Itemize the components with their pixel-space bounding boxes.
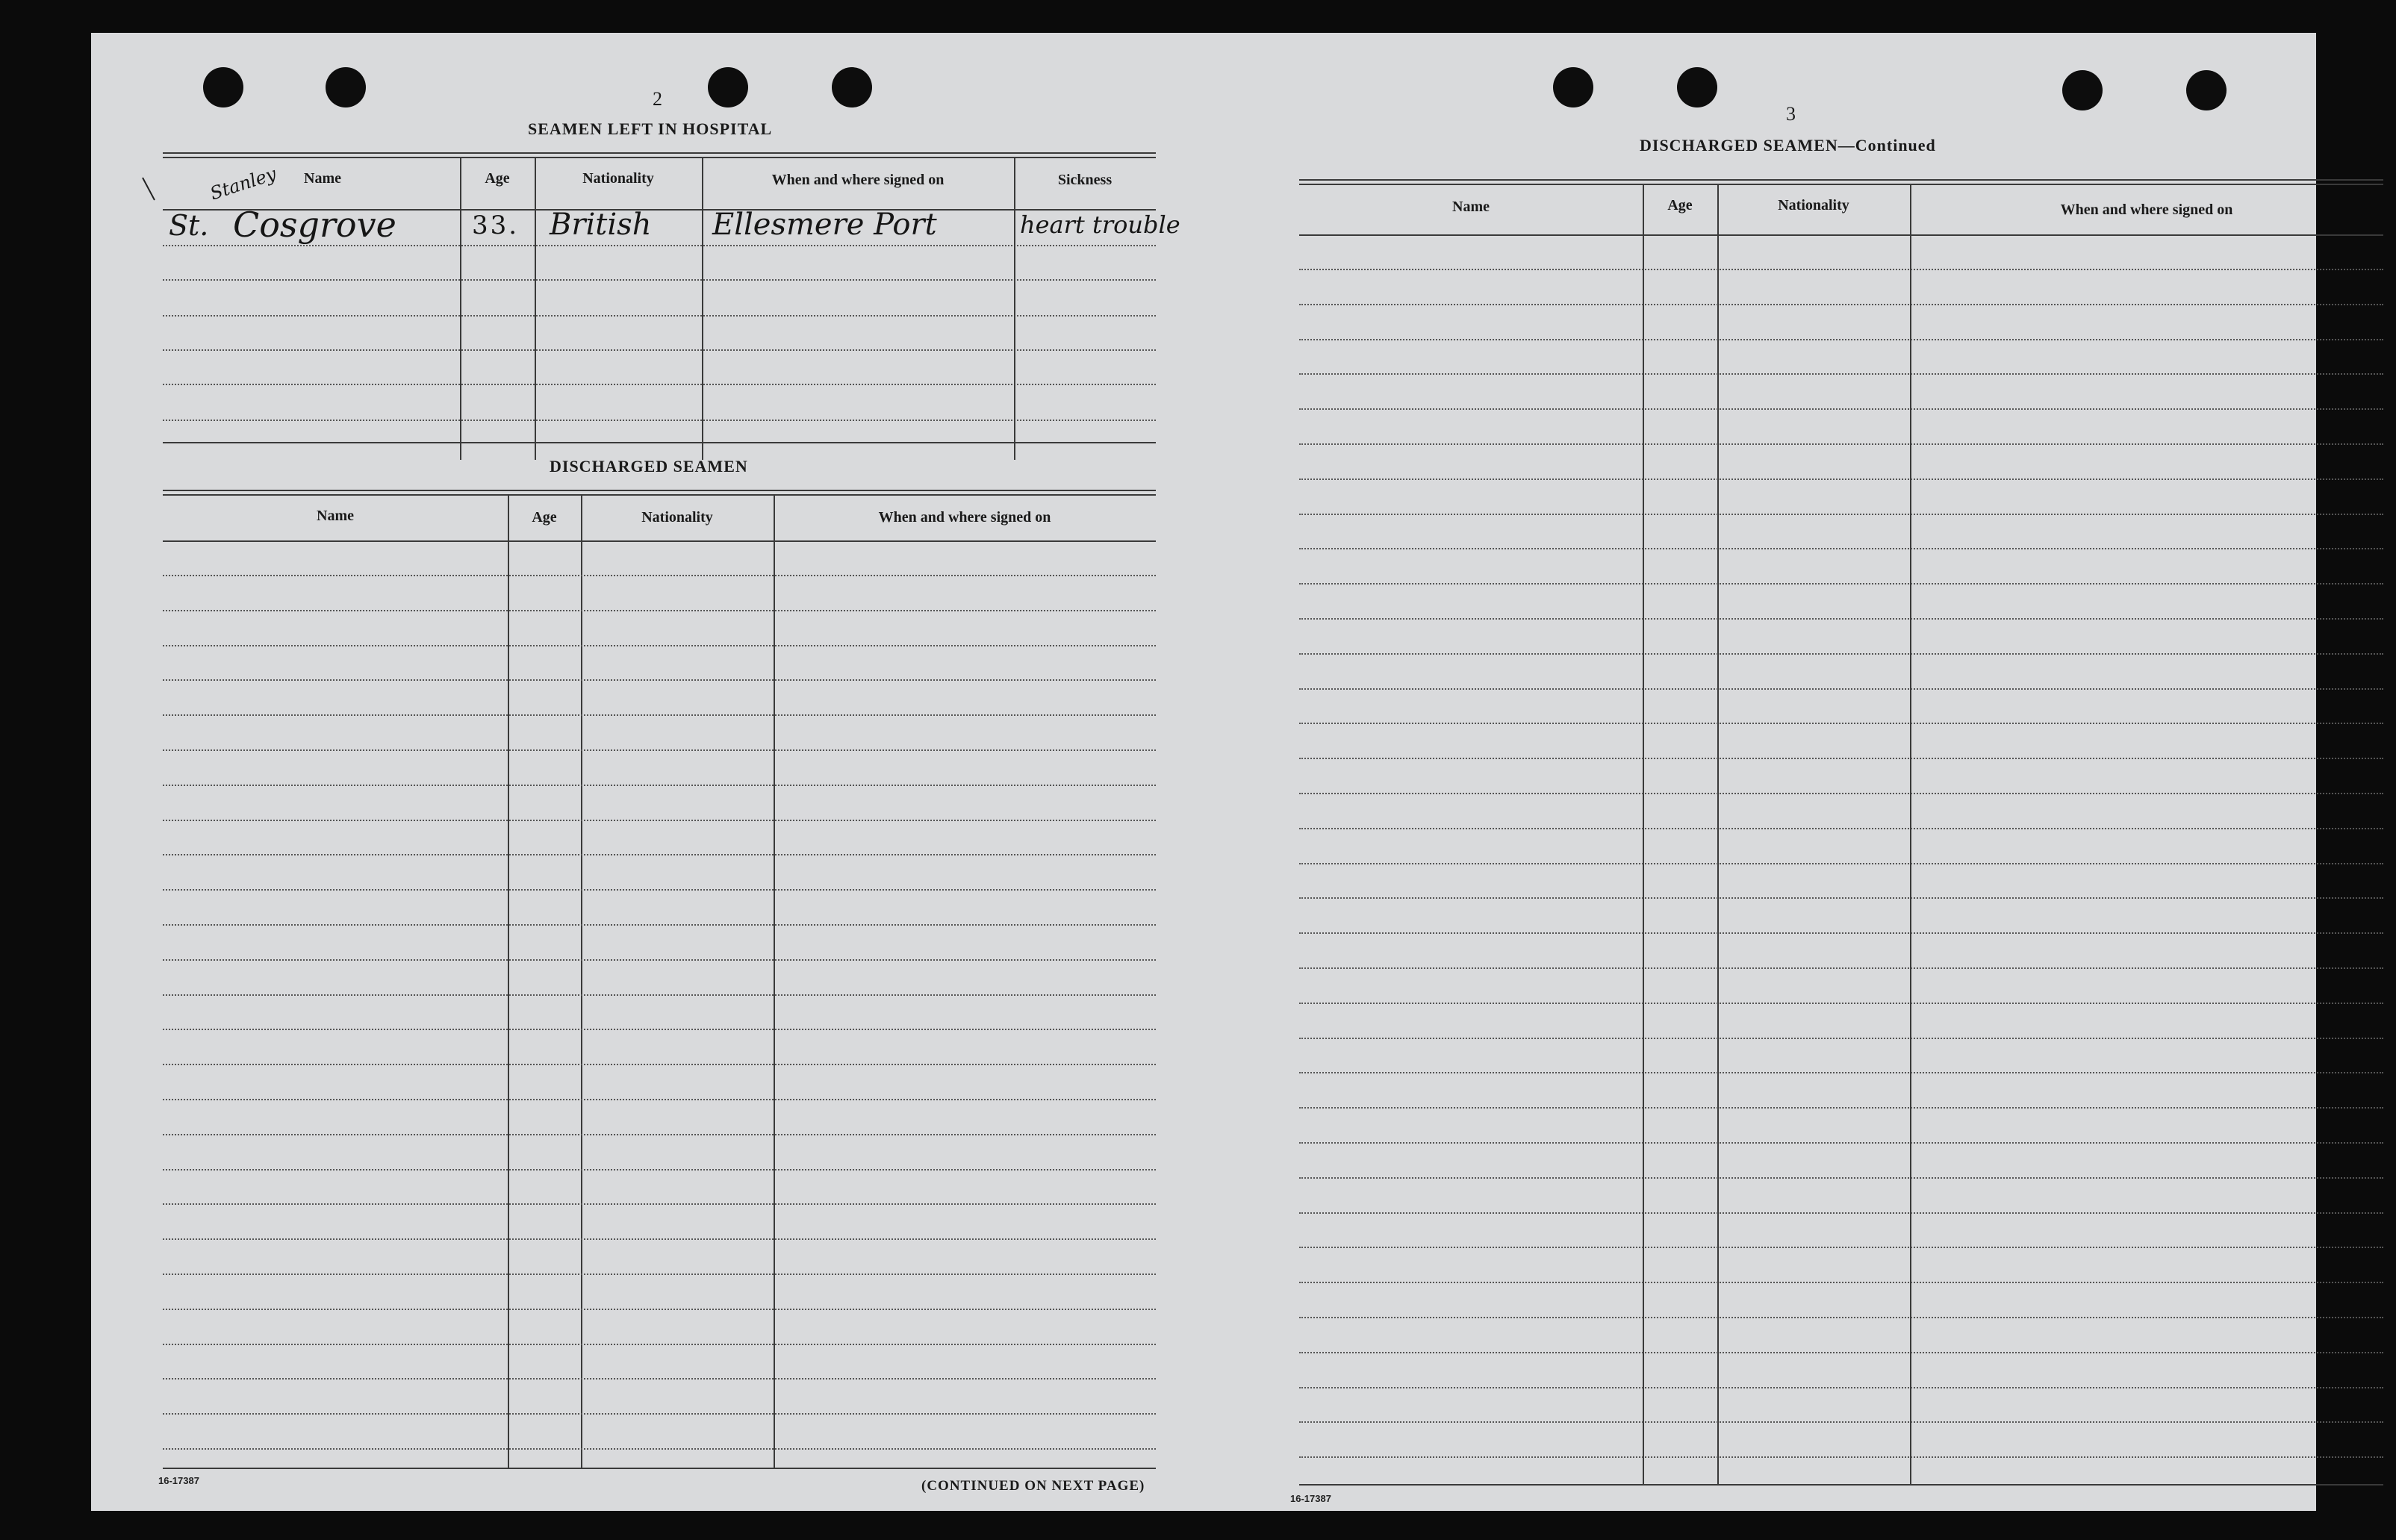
hospital-table-top-rule <box>163 152 1156 154</box>
hospital-row-line <box>163 420 1156 421</box>
hospital-row-line <box>163 349 1156 351</box>
ruled-row-line <box>1299 1352 2383 1353</box>
discharged-header-name: Name <box>317 508 354 524</box>
entry-name-annotation: Stanley <box>207 163 279 205</box>
punch-hole <box>1553 67 1593 107</box>
punch-hole <box>2062 70 2103 110</box>
ruled-row-line <box>1299 1282 2383 1283</box>
hospital-column-divider <box>535 157 536 460</box>
right-column-divider <box>1643 184 1644 1486</box>
discharged-section-title: DISCHARGED SEAMEN <box>550 457 748 476</box>
ruled-row-line <box>1299 967 2383 969</box>
ruled-row-line <box>163 1134 1156 1135</box>
ruled-row-line <box>163 749 1156 751</box>
entry-signed-on: Ellesmere Port <box>712 208 937 242</box>
right-column-divider <box>1717 184 1719 1486</box>
ruled-row-line <box>163 610 1156 611</box>
right-table-bottom-rule <box>1299 1484 2383 1486</box>
hospital-header-age: Age <box>485 170 510 187</box>
ruled-row-line <box>1299 583 2383 584</box>
right-page-number: 3 <box>1786 103 1796 125</box>
ruled-row-line <box>1299 514 2383 515</box>
ruled-row-line <box>163 1029 1156 1030</box>
hospital-column-divider <box>460 157 461 460</box>
ruled-row-line <box>163 1203 1156 1205</box>
discharged-header-nationality: Nationality <box>641 509 713 526</box>
ruled-row-line <box>163 959 1156 961</box>
ruled-row-line <box>1299 304 2383 305</box>
ruled-row-line <box>163 1064 1156 1065</box>
hospital-table-top-rule <box>163 157 1156 158</box>
ruled-row-line <box>163 1238 1156 1240</box>
ruled-row-line <box>1299 1247 2383 1248</box>
ruled-row-line <box>1299 932 2383 934</box>
hospital-header-sickness: Sickness <box>1057 172 1113 188</box>
ruled-row-line <box>163 1169 1156 1170</box>
ruled-row-line <box>1299 1317 2383 1318</box>
discharged-table-top-rule <box>163 490 1156 491</box>
ruled-row-line <box>1299 443 2383 445</box>
ruled-row-line <box>1299 863 2383 864</box>
discharged-column-divider <box>581 494 582 1469</box>
right-header-rule <box>1299 234 2383 236</box>
ruled-row-line <box>163 679 1156 681</box>
ruled-row-line <box>1299 723 2383 724</box>
ruled-row-line <box>163 575 1156 576</box>
right-header-nationality: Nationality <box>1778 197 1849 213</box>
hospital-column-divider <box>1014 157 1015 460</box>
ruled-row-line <box>1299 1038 2383 1039</box>
ruled-row-line <box>1299 339 2383 340</box>
right-form-number: 16-17387 <box>1290 1493 1331 1504</box>
hospital-section-title: SEAMEN LEFT IN HOSPITAL <box>528 119 773 138</box>
punch-hole <box>326 67 366 107</box>
ruled-row-line <box>1299 269 2383 270</box>
ruled-row-line <box>1299 1421 2383 1423</box>
ruled-row-line <box>1299 1177 2383 1179</box>
right-section-title: DISCHARGED SEAMEN—Continued <box>1640 136 1936 155</box>
discharged-table-bottom-rule <box>163 1468 1156 1469</box>
margin-bracket-mark <box>142 178 155 201</box>
hospital-table-bottom-rule <box>163 442 1156 443</box>
punch-hole <box>1677 67 1717 107</box>
left-page-number: 2 <box>653 88 662 110</box>
ruled-row-line <box>1299 758 2383 759</box>
discharged-header-age: Age <box>532 509 557 526</box>
ruled-row-line <box>163 1448 1156 1450</box>
ruled-row-line <box>163 1099 1156 1100</box>
punch-hole <box>708 67 748 107</box>
ruled-row-line <box>163 645 1156 646</box>
ruled-row-line <box>1299 478 2383 480</box>
discharged-table-top-rule <box>163 494 1156 496</box>
hospital-row-line <box>163 279 1156 281</box>
ruled-row-line <box>1299 653 2383 655</box>
hospital-row-line <box>163 245 1156 246</box>
hospital-row-line <box>163 315 1156 317</box>
entry-nationality: British <box>550 208 652 242</box>
ruled-row-line <box>1299 1456 2383 1458</box>
ruled-row-line <box>1299 1003 2383 1004</box>
punch-hole <box>832 67 872 107</box>
discharged-header-signed-on: When and where signed on <box>878 509 1051 526</box>
ruled-row-line <box>1299 408 2383 410</box>
right-table-top-rule <box>1299 184 2383 185</box>
left-form-number: 16-17387 <box>158 1475 199 1486</box>
ruled-row-line <box>163 1378 1156 1380</box>
ruled-row-line <box>163 1413 1156 1415</box>
continued-note: (CONTINUED ON NEXT PAGE) <box>921 1478 1145 1494</box>
entry-sickness: heart trouble <box>1020 211 1180 239</box>
entry-name-prefix: St. <box>169 209 209 242</box>
hospital-column-divider <box>702 157 703 460</box>
ruled-row-line <box>163 785 1156 786</box>
discharged-header-rule <box>163 540 1156 542</box>
hospital-header-nationality: Nationality <box>582 170 654 187</box>
discharged-column-divider <box>774 494 775 1469</box>
punch-hole <box>203 67 243 107</box>
right-header-age: Age <box>1667 197 1693 213</box>
right-header-name: Name <box>1452 199 1490 215</box>
entry-name: Cosgrove <box>233 205 396 245</box>
ruled-row-line <box>1299 897 2383 899</box>
ruled-row-line <box>163 994 1156 996</box>
ruled-row-line <box>1299 618 2383 620</box>
hospital-row-line <box>163 384 1156 385</box>
right-column-divider <box>1910 184 1911 1486</box>
hospital-header-signed-on: When and where signed on <box>771 172 945 188</box>
hospital-header-name: Name <box>304 170 341 187</box>
ruled-row-line <box>1299 373 2383 375</box>
ruled-row-line <box>163 1274 1156 1275</box>
ruled-row-line <box>1299 1107 2383 1109</box>
entry-age: 33. <box>472 211 520 240</box>
ruled-row-line <box>1299 793 2383 794</box>
ruled-row-line <box>163 854 1156 855</box>
ruled-row-line <box>1299 688 2383 690</box>
ruled-row-line <box>1299 828 2383 829</box>
ruled-row-line <box>163 820 1156 821</box>
right-table-top-rule <box>1299 179 2383 181</box>
ruled-row-line <box>163 1344 1156 1345</box>
punch-hole <box>2186 70 2227 110</box>
ruled-row-line <box>1299 1142 2383 1144</box>
right-header-signed-on: When and where signed on <box>2060 202 2233 218</box>
form-sheet <box>91 33 2316 1511</box>
discharged-column-divider <box>508 494 509 1469</box>
ruled-row-line <box>163 889 1156 891</box>
ruled-row-line <box>163 714 1156 716</box>
ruled-row-line <box>163 924 1156 926</box>
ruled-row-line <box>1299 548 2383 549</box>
ruled-row-line <box>163 1309 1156 1310</box>
ruled-row-line <box>1299 1072 2383 1073</box>
ruled-row-line <box>1299 1387 2383 1388</box>
ruled-row-line <box>1299 1212 2383 1214</box>
